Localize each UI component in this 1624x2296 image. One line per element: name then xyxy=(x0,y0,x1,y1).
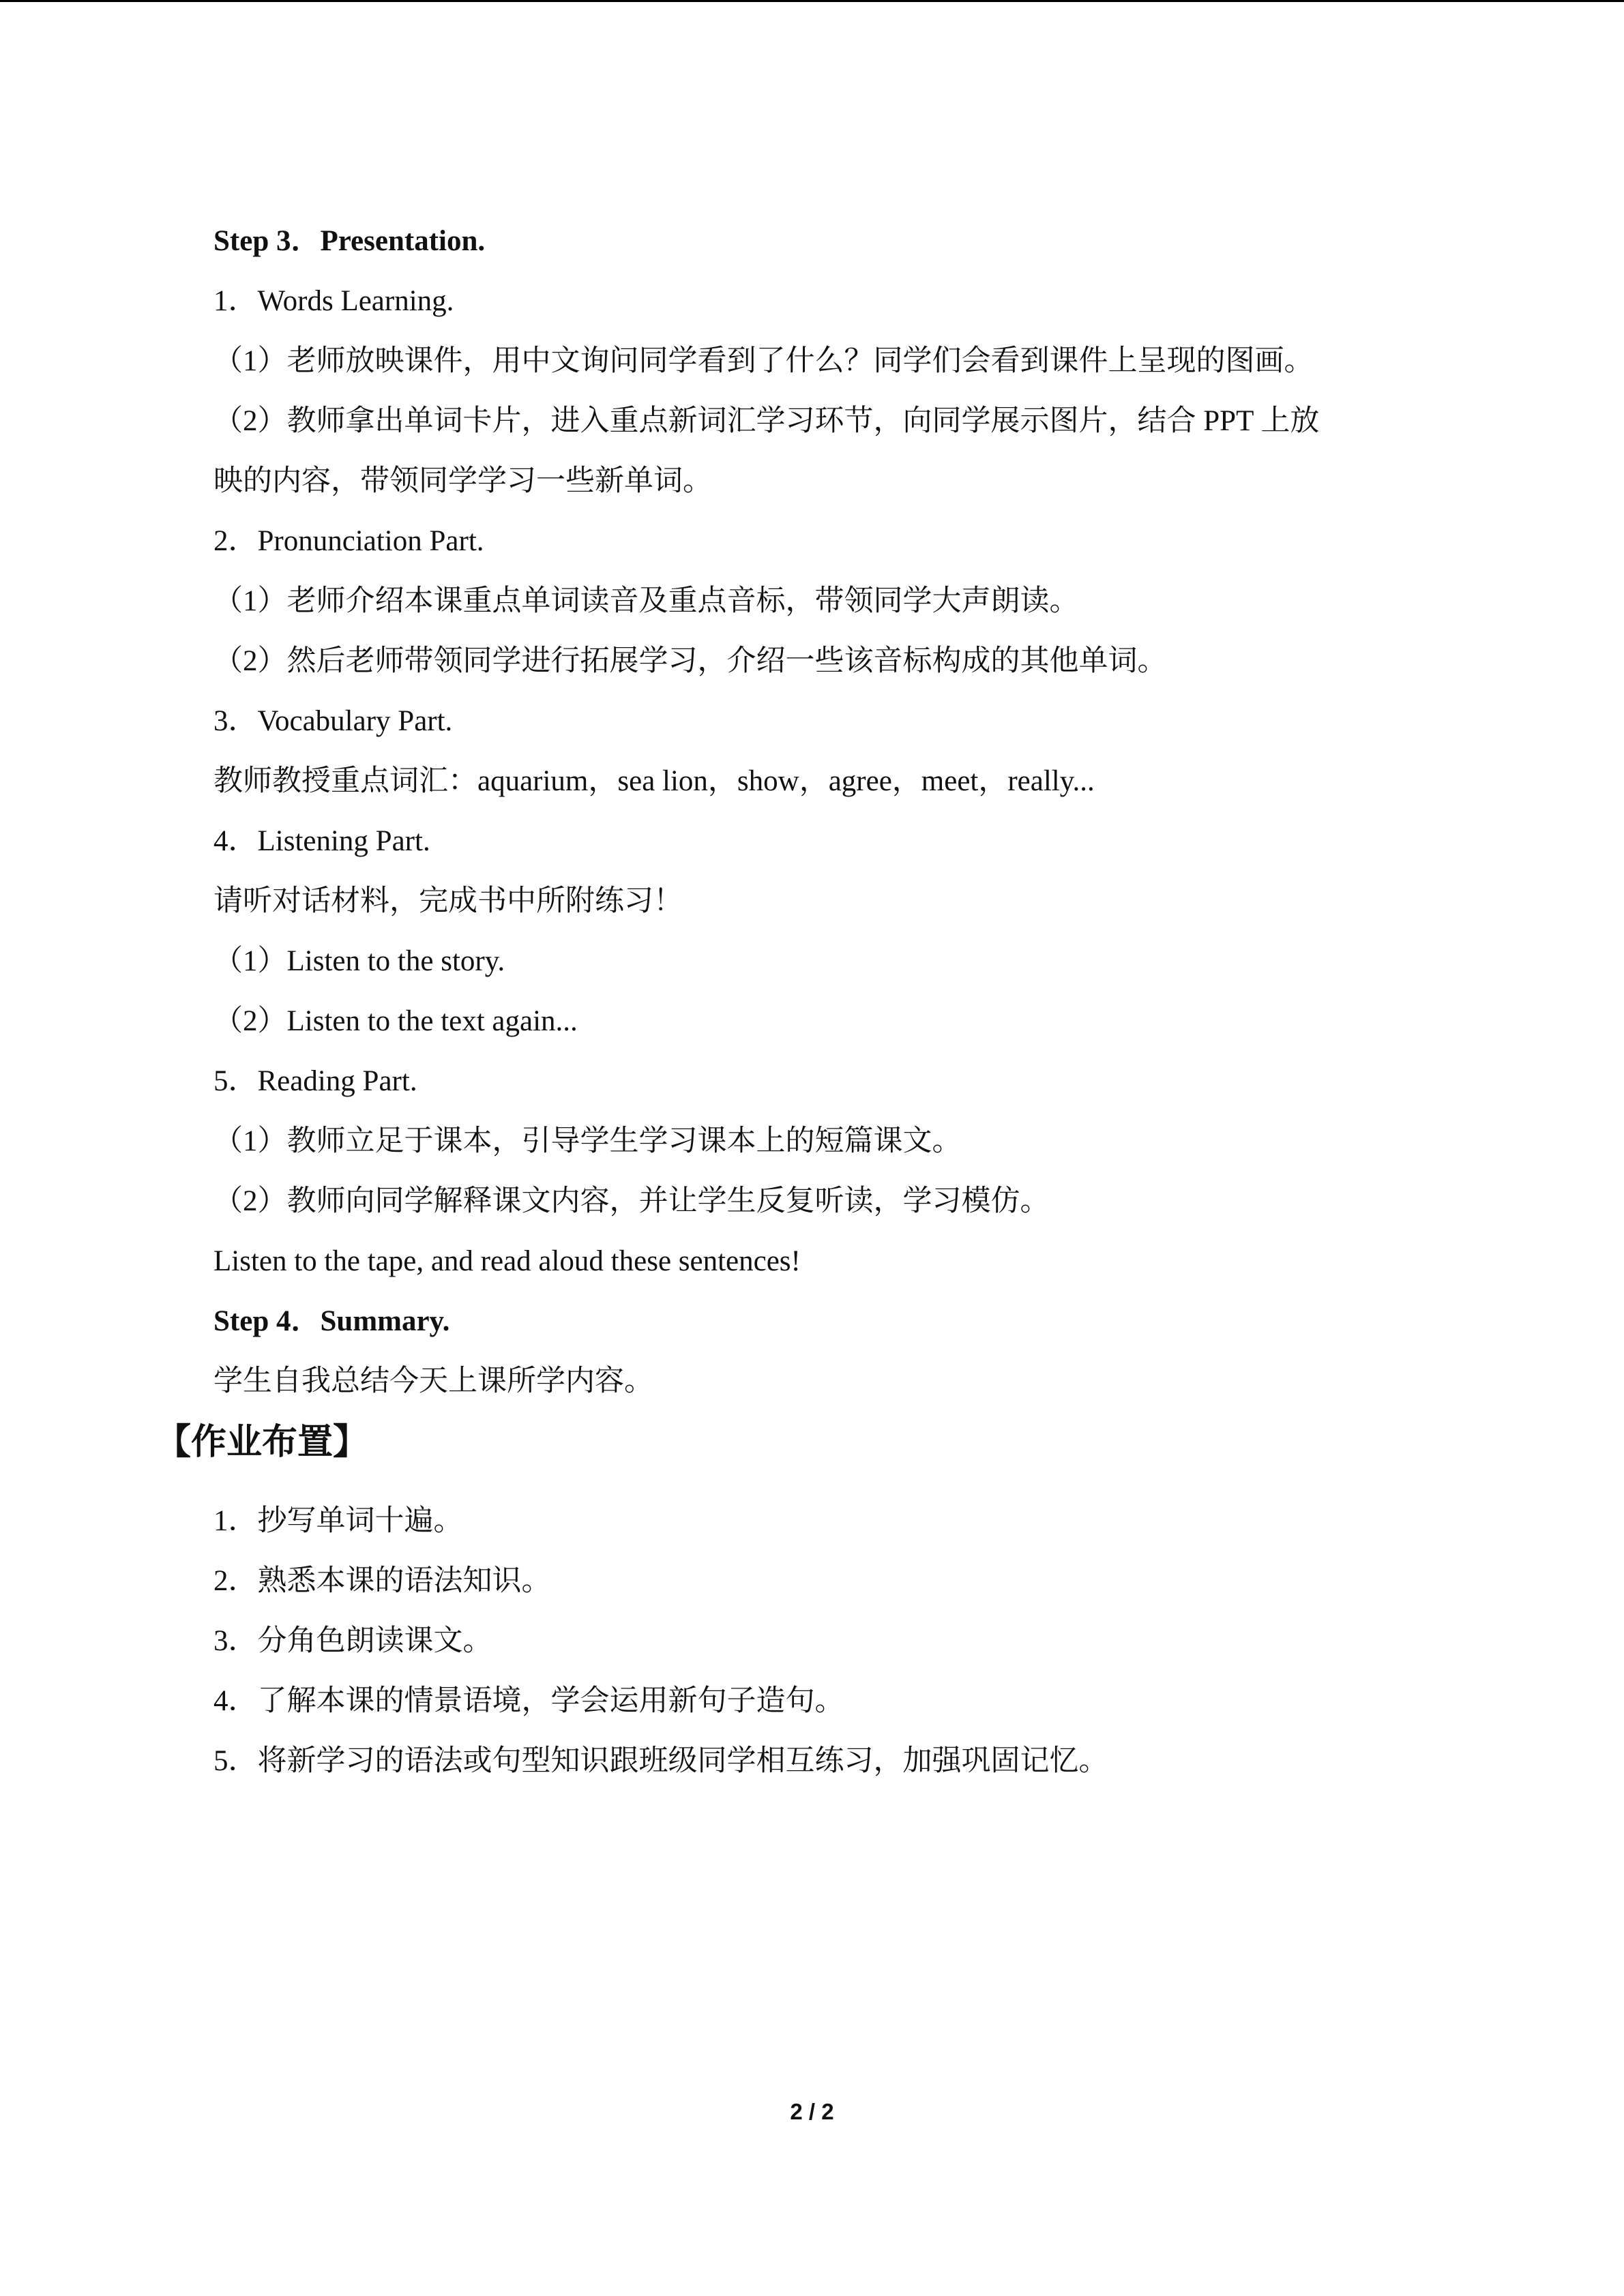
homework-item: 5．将新学习的语法或句型知识跟班级同学相互练习，加强巩固记忆。 xyxy=(213,1745,1108,1777)
homework-heading: 【作业布置】 xyxy=(156,1422,369,1463)
page-number: 2 / 2 xyxy=(790,2099,834,2124)
reading-item-2: （2）教师向同学解释课文内容，并让学生反复听读，学习模仿。 xyxy=(213,1185,1050,1217)
listening-item-1: （1）Listen to the story. xyxy=(213,945,505,977)
homework-item: 3．分角色朗读课文。 xyxy=(213,1625,492,1657)
homework-list xyxy=(213,1491,1475,1791)
step4-text: 学生自我总结今天上课所学内容。 xyxy=(213,1365,653,1397)
pronunciation-item-1: （1）老师介绍本课重点单词读音及重点音标，带领同学大声朗读。 xyxy=(213,585,1079,617)
homework-item: 2．熟悉本课的语法知识。 xyxy=(213,1565,551,1597)
listening-title: 4．Listening Part. xyxy=(213,825,430,857)
listening-intro: 请听对话材料，完成书中所附练习！ xyxy=(213,885,683,917)
words-learning-item-2-continued: 映的内容，带领同学学习一些新单词。 xyxy=(213,465,712,497)
reading-instruction: Listen to the tape, and read aloud these sentences! xyxy=(213,1245,801,1277)
lesson-body xyxy=(213,211,1475,1412)
step3-heading: Step 3．Presentation. xyxy=(213,225,486,257)
top-border-line xyxy=(0,0,1624,2)
words-learning-item-1: （1）老师放映课件，用中文询问同学看到了什么？同学们会看到课件上呈现的图画。 xyxy=(213,345,1314,377)
reading-title: 5．Reading Part. xyxy=(213,1065,417,1097)
vocabulary-title: 3．Vocabulary Part. xyxy=(213,705,453,737)
homework-item: 1．抄写单词十遍。 xyxy=(213,1505,463,1537)
listening-item-2: （2）Listen to the text again... xyxy=(213,1005,578,1037)
words-learning-title: 1．Words Learning. xyxy=(213,285,454,317)
pronunciation-title: 2．Pronunciation Part. xyxy=(213,525,484,557)
reading-item-1: （1）教师立足于课本，引导学生学习课本上的短篇课文。 xyxy=(213,1125,962,1157)
words-learning-item-2: （2）教师拿出单词卡片，进入重点新词汇学习环节，向同学展示图片，结合 PPT 上放 xyxy=(213,405,1320,437)
homework-item: 4．了解本课的情景语境，学会运用新句子造句。 xyxy=(213,1685,844,1717)
vocabulary-item: 教师教授重点词汇：aquarium，sea lion，show，agree，meet，really... xyxy=(213,765,1095,797)
step4-heading: Step 4．Summary. xyxy=(213,1305,450,1337)
pronunciation-item-2: （2）然后老师带领同学进行拓展学习，介绍一些该音标构成的其他单词。 xyxy=(213,645,1167,677)
